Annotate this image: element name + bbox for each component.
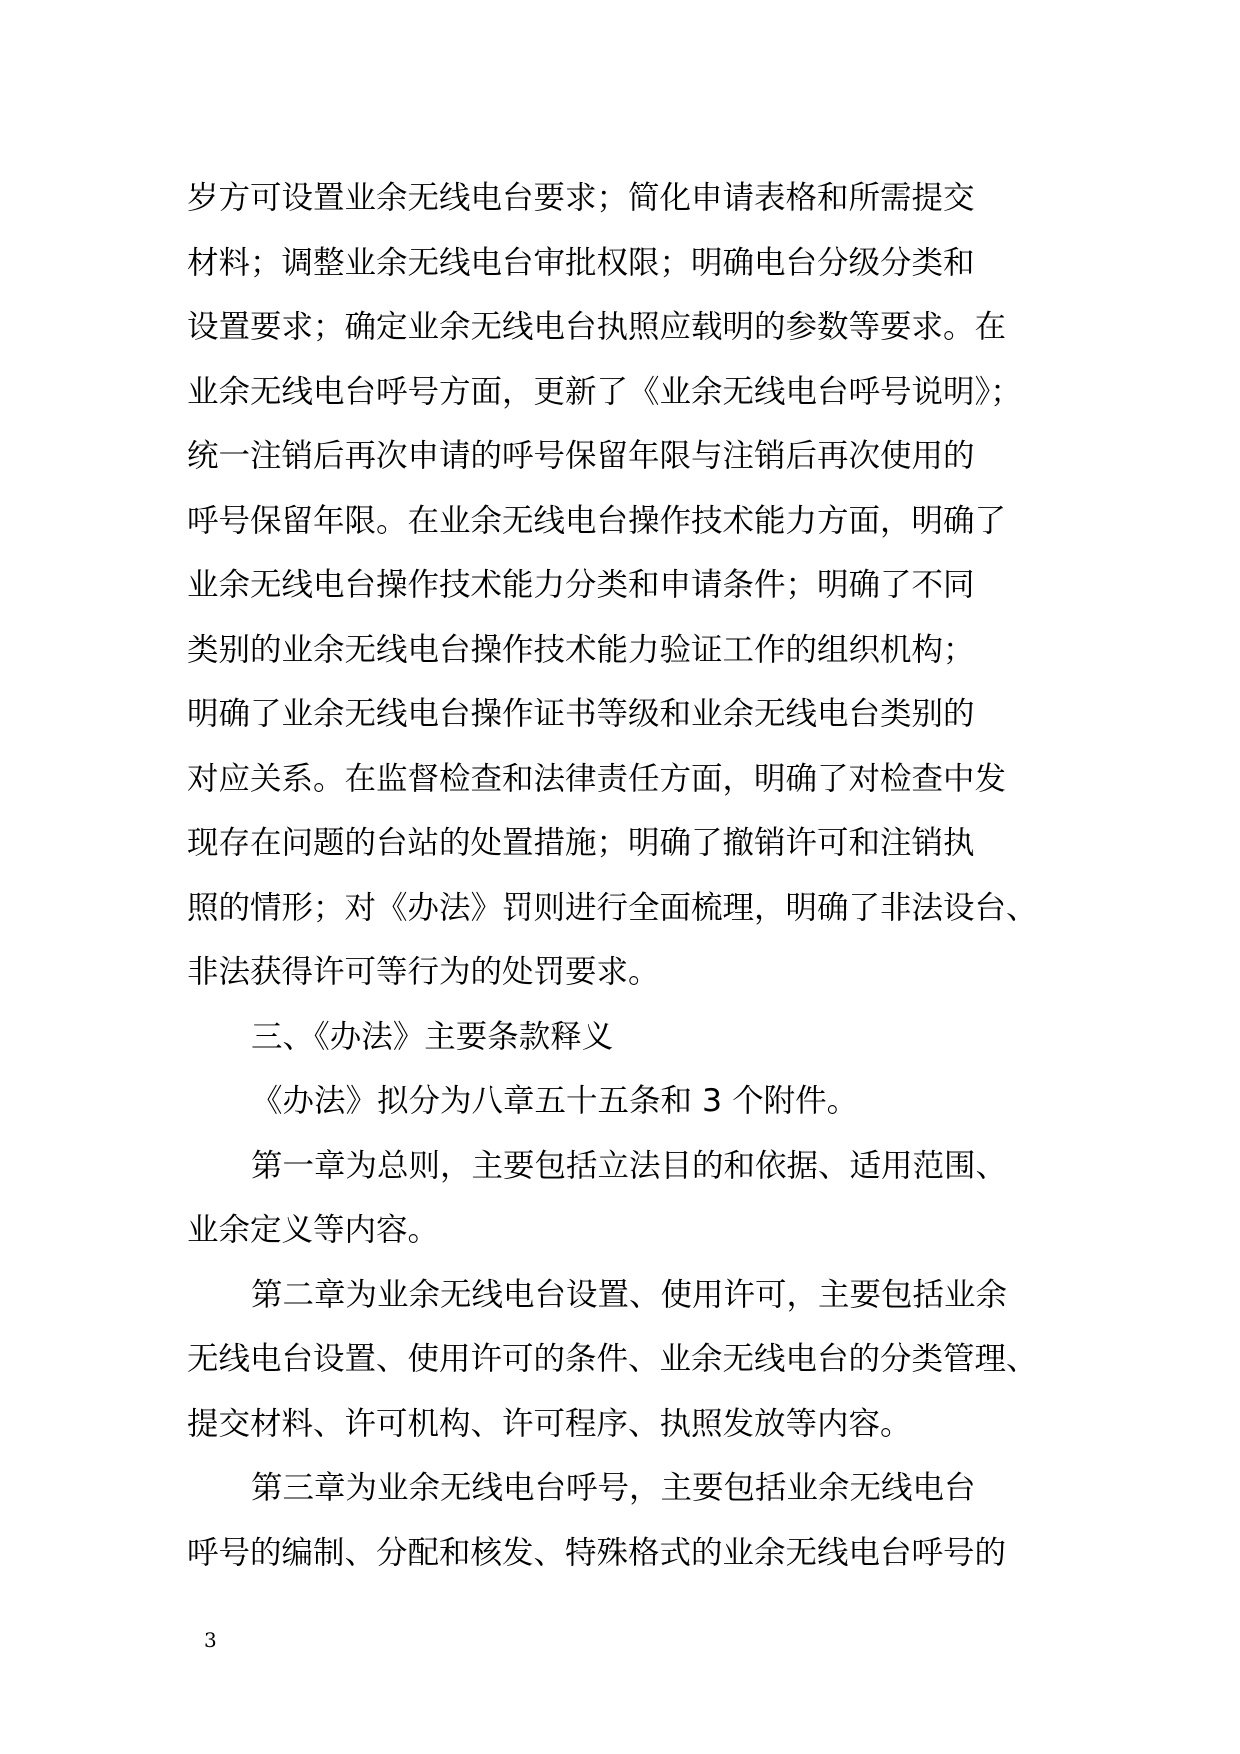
text-line: 第三章为业余无线电台呼号，主要包括业余无线电台 — [251, 1470, 976, 1506]
text-line: 非法获得许可等行为的处罚要求。 — [187, 954, 660, 990]
text-line: 岁方可设置业余无线电台要求；简化申请表格和所需提交 — [187, 180, 975, 216]
text-line: 提交材料、许可机构、许可程序、执照发放等内容。 — [187, 1405, 912, 1442]
text-line: 设置要求；确定业余无线电台执照应载明的参数等要求。在 — [187, 309, 1007, 345]
body-text — [187, 166, 1067, 1585]
text-line: 统一注销后再次申请的呼号保留年限与注销后再次使用的 — [187, 438, 975, 474]
text-line: 《办法》拟分为八章五十五条和 3 个附件。 — [251, 1083, 859, 1119]
text-line: 呼号保留年限。在业余无线电台操作技术能力方面，明确了 — [187, 502, 1007, 539]
text-line: 对应关系。在监督检查和法律责任方面，明确了对检查中发 — [187, 760, 1007, 797]
text-line: 呼号的编制、分配和核发、特殊格式的业余无线电台呼号的 — [187, 1534, 1007, 1571]
text-line: 业余定义等内容。 — [187, 1212, 440, 1248]
text-line: 第二章为业余无线电台设置、使用许可，主要包括业余 — [251, 1276, 1008, 1313]
text-line: 第一章为总则，主要包括立法目的和依据、适用范围、 — [251, 1147, 1008, 1184]
section-heading: 三、《办法》主要条款释义 — [251, 1018, 614, 1055]
text-line: 照的情形；对《办法》罚则进行全面梳理，明确了非法设台、 — [187, 889, 1038, 926]
page-number: 3 — [204, 1628, 217, 1652]
text-line: 无线电台设置、使用许可的条件、业余无线电台的分类管理、 — [187, 1341, 1038, 1377]
text-line: 业余无线电台呼号方面，更新了《业余无线电台呼号说明》； — [187, 373, 1022, 410]
text-line: 现存在问题的台站的处置措施；明确了撤销许可和注销执 — [187, 825, 975, 861]
text-line: 业余无线电台操作技术能力分类和申请条件；明确了不同 — [187, 567, 975, 603]
text-line: 类别的业余无线电台操作技术能力验证工作的组织机构； — [187, 631, 975, 668]
text-line: 明确了业余无线电台操作证书等级和业余无线电台类别的 — [187, 696, 975, 732]
text-line: 材料；调整业余无线电台审批权限；明确电台分级分类和 — [187, 244, 975, 281]
